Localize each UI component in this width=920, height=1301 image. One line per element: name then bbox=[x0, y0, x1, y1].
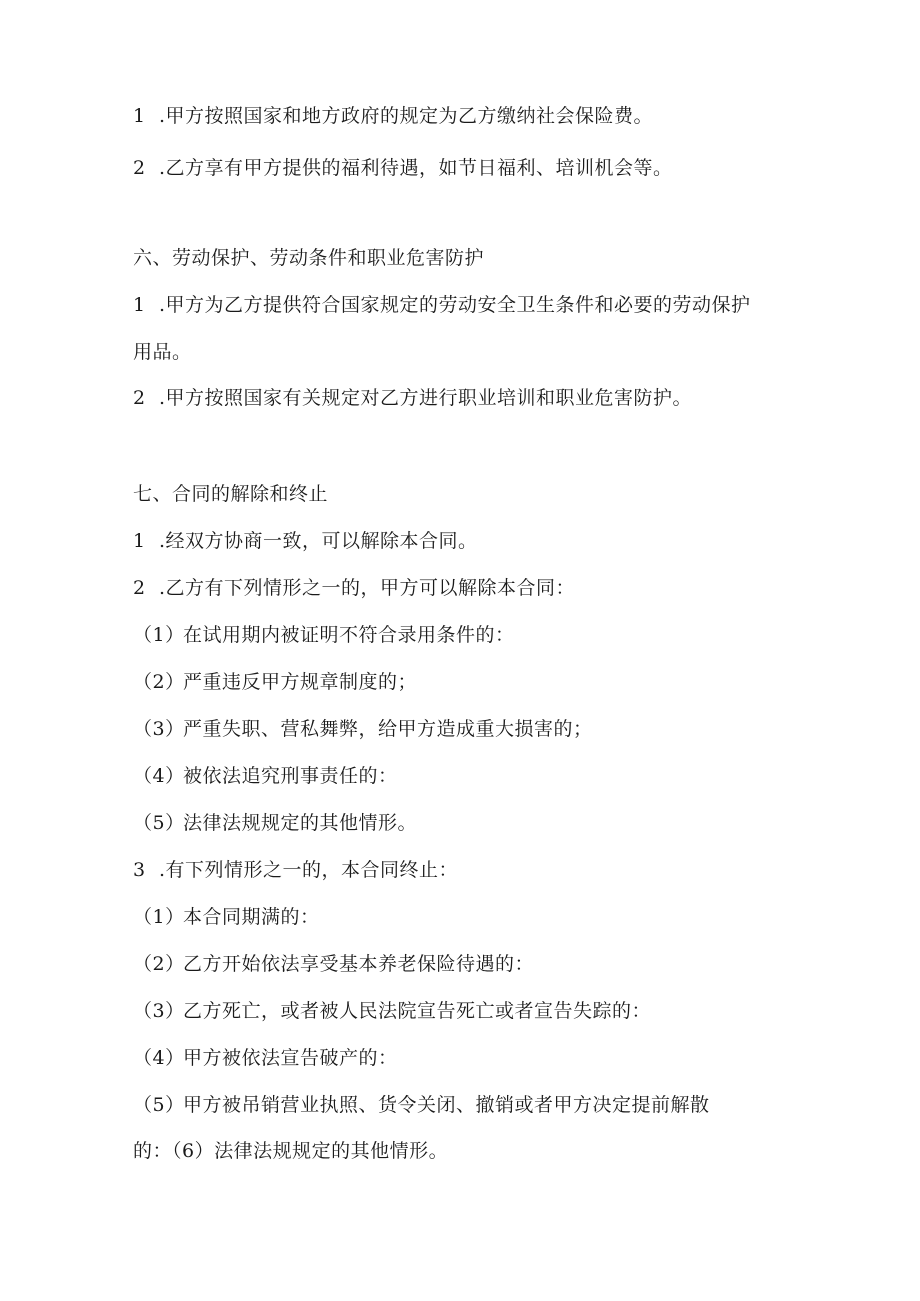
section7-item-3-trailing-line: 的：（6）法律法规规定的其他情形。 bbox=[133, 1140, 449, 1162]
subitem-text: 乙方开始依法享受基本养老保险待遇的： bbox=[183, 953, 535, 975]
subitem-number: （4） bbox=[133, 765, 185, 787]
item-text: .乙方享有甲方提供的福利待遇，如节日福利、培训机会等。 bbox=[159, 157, 673, 179]
section7-item-3-sub-5 bbox=[133, 1092, 710, 1118]
subitem-number: （2） bbox=[133, 953, 185, 975]
subitem-number: （1） bbox=[133, 906, 185, 928]
subitem-text: 甲方被吊销营业执照、货令关闭、撤销或者甲方决定提前解散 bbox=[183, 1094, 710, 1116]
subitem-number: （3） bbox=[133, 1000, 185, 1022]
item-text: .甲方按照国家和地方政府的规定为乙方缴纳社会保险费。 bbox=[159, 105, 654, 127]
item-number: 2 bbox=[133, 157, 146, 179]
section7-item-1 bbox=[133, 528, 478, 554]
item-number: 3 bbox=[133, 859, 146, 881]
item-number: 2 bbox=[133, 387, 146, 409]
subitem-text: 严重失职、营私舞弊，给甲方造成重大损害的； bbox=[183, 718, 593, 740]
subitem-text: 严重违反甲方规章制度的； bbox=[183, 671, 418, 693]
subitem-text: 甲方被依法宣告破产的： bbox=[183, 1047, 398, 1069]
section7-item-3-sub-2 bbox=[133, 951, 534, 977]
section6-item-1 bbox=[133, 292, 751, 318]
section6-heading: 六、劳动保护、劳动条件和职业危害防护 bbox=[133, 247, 485, 269]
item-text: .有下列情形之一的，本合同终止： bbox=[159, 859, 459, 881]
section7-heading: 七、合同的解除和终止 bbox=[133, 483, 329, 505]
section6-item-1-continuation: 用品。 bbox=[133, 341, 192, 363]
section5-item-1 bbox=[133, 103, 653, 129]
section7-item-3-sub-1 bbox=[133, 904, 320, 930]
section7-item-2 bbox=[133, 575, 575, 601]
subitem-number: （5） bbox=[133, 1094, 185, 1116]
section7-item-3-sub-3 bbox=[133, 998, 651, 1024]
item-number: 1 bbox=[133, 105, 146, 127]
subitem-number: （2） bbox=[133, 671, 185, 693]
subitem-text: 乙方死亡，或者被人民法院宣告死亡或者宣告失踪的： bbox=[183, 1000, 652, 1022]
subitem-number: （1） bbox=[133, 624, 185, 646]
subitem-text: 在试用期内被证明不符合录用条件的： bbox=[183, 624, 515, 646]
section7-item-2-sub-2 bbox=[133, 669, 417, 695]
item-text: .甲方按照国家有关规定对乙方进行职业培训和职业危害防护。 bbox=[159, 387, 693, 409]
section7-item-2-sub-4 bbox=[133, 763, 398, 789]
subitem-text: 本合同期满的： bbox=[183, 906, 320, 928]
subitem-text: 法律法规规定的其他情形。 bbox=[183, 812, 418, 834]
item-text: .经双方协商一致，可以解除本合同。 bbox=[159, 530, 478, 552]
section7-item-2-sub-5 bbox=[133, 810, 417, 836]
section5-item-2 bbox=[133, 155, 673, 181]
section7-item-3 bbox=[133, 857, 458, 883]
item-number: 2 bbox=[133, 577, 146, 599]
section7-item-2-sub-1 bbox=[133, 622, 515, 648]
item-text: .甲方为乙方提供符合国家规定的劳动安全卫生条件和必要的劳动保护 bbox=[159, 294, 751, 316]
item-text: .乙方有下列情形之一的，甲方可以解除本合同： bbox=[159, 577, 576, 599]
item-number: 1 bbox=[133, 294, 146, 316]
subitem-number: （4） bbox=[133, 1047, 185, 1069]
section6-item-2 bbox=[133, 385, 692, 411]
section7-item-3-sub-4 bbox=[133, 1045, 398, 1071]
subitem-number: （5） bbox=[133, 812, 185, 834]
item-number: 1 bbox=[133, 530, 146, 552]
section7-item-2-sub-3 bbox=[133, 716, 593, 742]
subitem-number: （3） bbox=[133, 718, 185, 740]
subitem-text: 被依法追究刑事责任的： bbox=[183, 765, 398, 787]
